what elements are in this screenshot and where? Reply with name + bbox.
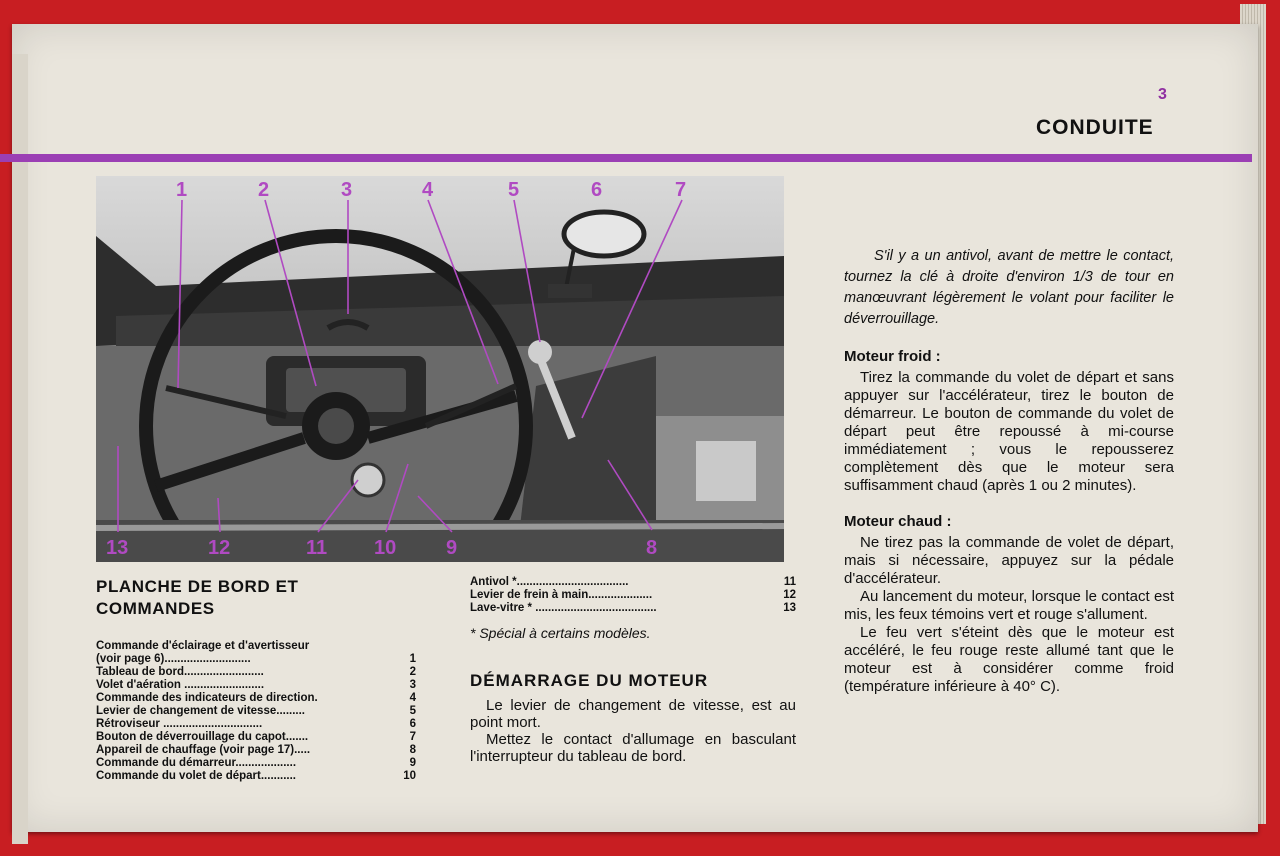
section-title: CONDUITE [1036, 116, 1154, 139]
moteur-froid-title: Moteur froid : [844, 348, 941, 365]
legend-num: 7 [409, 731, 416, 743]
right-column [844, 246, 1174, 696]
legend-num: 12 [783, 589, 796, 601]
legend-num: 13 [783, 602, 796, 614]
legend-text: Levier de frein à main.................... [470, 589, 653, 601]
legend-num: 6 [409, 718, 416, 730]
callout-8: 8 [646, 537, 658, 559]
legend-num [390, 640, 416, 653]
legend-num: 5 [409, 705, 416, 717]
callout-9: 9 [446, 537, 458, 559]
footnote: * Spécial à certains modèles. [470, 625, 651, 641]
legend-row [96, 653, 416, 666]
legend-row [96, 731, 416, 744]
legend-row [96, 692, 416, 705]
page-number: 3 [1158, 86, 1167, 103]
callout-5: 5 [508, 179, 520, 201]
legend-text: Lave-vitre * ...................................... [470, 602, 657, 614]
callout-4: 4 [422, 179, 434, 201]
callout-3: 3 [341, 179, 353, 201]
legend-text: Appareil de chauffage (voir page 17)..... [96, 744, 311, 756]
legend-num: 10 [403, 770, 416, 782]
moteur-chaud-title: Moteur chaud : [844, 513, 952, 530]
moteur-froid-paragraph: Tirez la commande du volet de départ et sans appuyer sur l'accélérateur, tirez le bouton de démarreur. Le bouton de commande du volet de départ peut être repoussé à mi-course immédiatement ; vous le repousserez complètement dès que le moteur sera suffisamment chaud (après 1 ou 2 minutes). [844, 369, 1174, 494]
legend-text: Levier de changement de vitesse......... [96, 705, 305, 717]
legend-list [96, 640, 416, 783]
callout-7: 7 [675, 179, 687, 201]
legend-row [96, 744, 416, 757]
callout-11: 11 [306, 537, 328, 559]
legend-num: 2 [409, 666, 416, 678]
middle-column [470, 576, 796, 765]
legend-row [96, 705, 416, 718]
callout-12: 12 [208, 537, 231, 559]
legend-text: Tableau de bord......................... [96, 666, 264, 678]
legend-num: 3 [409, 679, 416, 691]
legend-text: Antivol *................................... [470, 576, 629, 588]
legend-text: Commande des indicateurs de direction. [96, 692, 318, 704]
moteur-chaud-paragraph-1: Ne tirez pas la commande de volet de départ, mais si nécessaire, appuyez sur la pédale d'accélérateur. [844, 534, 1174, 587]
legend-row [470, 576, 796, 589]
legend-text: Commande du volet de départ........... [96, 770, 297, 782]
legend-num: 1 [409, 653, 416, 665]
legend-title-line2: COMMANDES [96, 599, 215, 618]
legend-block [96, 576, 416, 783]
legend-row [96, 679, 416, 692]
legend-row [470, 589, 796, 602]
legend-row [96, 640, 416, 653]
moteur-chaud-paragraph-3: Le feu vert s'éteint dès que le moteur est accéléré, le feu rouge reste allumé tant que le moteur est à considérer comme froid (température inférieure à 40° C). [844, 624, 1174, 695]
demarrage-paragraph-1: Le levier de changement de vitesse, est au point mort. [470, 697, 796, 731]
legend-num: 8 [409, 744, 416, 756]
callout-2: 2 [258, 179, 270, 201]
legend-text: Commande d'éclairage et d'avertisseur [96, 640, 310, 652]
demarrage-paragraph-2: Mettez le contact d'allumage en basculant l'interrupteur du tableau de bord. [470, 731, 796, 765]
legend-title [96, 576, 416, 620]
moteur-chaud-paragraph-2: Au lancement du moteur, lorsque le contact est mis, les feux témoins vert et rouge s'allument. [844, 588, 1174, 623]
legend-num: 4 [409, 692, 416, 704]
legend-row [96, 718, 416, 731]
callout-10: 10 [374, 537, 397, 559]
section-rule [0, 154, 1252, 162]
legend-row [470, 602, 796, 615]
legend-row [96, 757, 416, 770]
legend-title-line1: PLANCHE DE BORD ET [96, 577, 299, 596]
legend-text: (voir page 6)........................... [96, 653, 251, 665]
callout-13: 13 [106, 537, 129, 559]
legend-num: 9 [409, 757, 416, 769]
legend-num: 11 [783, 576, 796, 588]
legend-text: Rétroviseur ............................... [96, 718, 263, 730]
antivol-paragraph: S'il y a un antivol, avant de mettre le contact, tournez la clé à droite d'environ 1/3 de tour en manœuvrant légèrement le volant pour faciliter le déverrouillage. [844, 248, 1174, 327]
legend-row [96, 770, 416, 783]
legend-text: Commande du démarreur................... [96, 757, 297, 769]
binding-fold [12, 54, 28, 844]
legend-row [96, 666, 416, 679]
legend-text: Bouton de déverrouillage du capot....... [96, 731, 309, 743]
legend-text: Volet d'aération ......................... [96, 679, 265, 691]
callout-1: 1 [176, 179, 188, 201]
dashboard-photo [96, 176, 784, 562]
callout-6: 6 [591, 179, 603, 201]
demarrage-title: DÉMARRAGE DU MOTEUR [470, 671, 709, 690]
